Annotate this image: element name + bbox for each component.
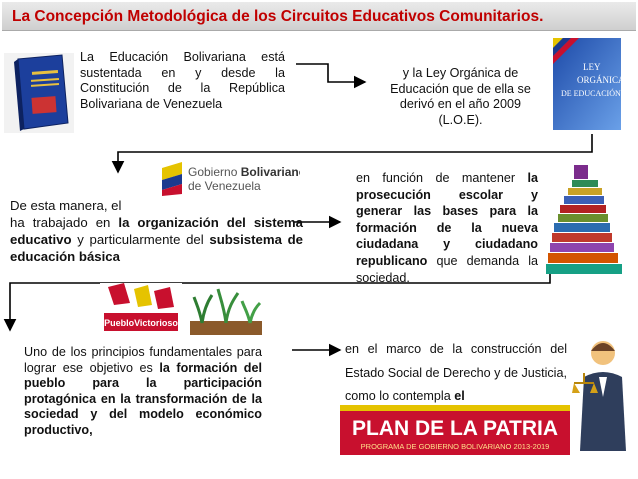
arrow-1 (296, 64, 365, 82)
text-block-organizacion (10, 197, 303, 265)
svg-text:ORGÁNICA: ORGÁNICA (577, 75, 621, 85)
plants-image (190, 283, 262, 335)
text-block-principios: Uno de los principios fundamentales para lograr ese objetivo es la formación del pueblo para la participación protagónica en la transformación de la sociedad y del modelo económico productivo, (24, 345, 262, 437)
organizacion-bold-2: subsistema de educación básica (10, 232, 303, 264)
organizacion-bold-1: la organización del sistema educativo (10, 215, 303, 247)
organizacion-mid: y particularmente del (71, 232, 210, 247)
organizacion-prefix: De esta manera, el (10, 198, 122, 213)
organizacion-lead: ha trabajado en (10, 215, 119, 230)
svg-text:Gobierno Bolivariano: Gobierno Bolivariano (188, 165, 300, 179)
svg-text:DE EDUCACIÓN: DE EDUCACIÓN (561, 89, 621, 98)
text-block-prosecucion: en función de mantener la prosecución escolar y generar las bases para la formación de la nueva ciudadana y ciudadano republicano que demanda la sociedad. (356, 171, 538, 285)
books-stack-image (544, 160, 634, 280)
pueblo-victorioso-image (100, 283, 182, 335)
gobierno-bolivariano-logo (160, 160, 300, 196)
text-block-estado-social: en el marco de la construcción del Estado Social de Derecho y de Justicia, como lo contempla el (345, 342, 567, 403)
svg-text:LEY: LEY (583, 62, 601, 72)
svg-text:de Venezuela: de Venezuela (188, 179, 261, 193)
text-block-loe: y la Ley Orgánica de Educación que de ella se derivó en el año 2009 (L.O.E). (390, 66, 531, 127)
svg-text:PuebloVictorioso: PuebloVictorioso (104, 318, 178, 328)
plan-de-la-patria-banner (340, 405, 570, 455)
page-title: La Concepción Metodológica de los Circuitos Educativos Comunitarios. (12, 8, 544, 25)
svg-text:PLAN DE LA PATRIA: PLAN DE LA PATRIA (351, 417, 559, 440)
svg-text:PROGRAMA DE GOBIERNO BOLIVARIA: PROGRAMA DE GOBIERNO BOLIVARIANO 2013-2019 (360, 442, 550, 451)
text-block-constitucion: La Educación Bolivariana está sustentada en y desde la Constitución de la República Bolivariana de Venezuela (80, 50, 285, 111)
ley-organica-book-image (553, 38, 621, 130)
justice-figure-image (572, 333, 634, 451)
constitution-book-image (4, 53, 74, 133)
